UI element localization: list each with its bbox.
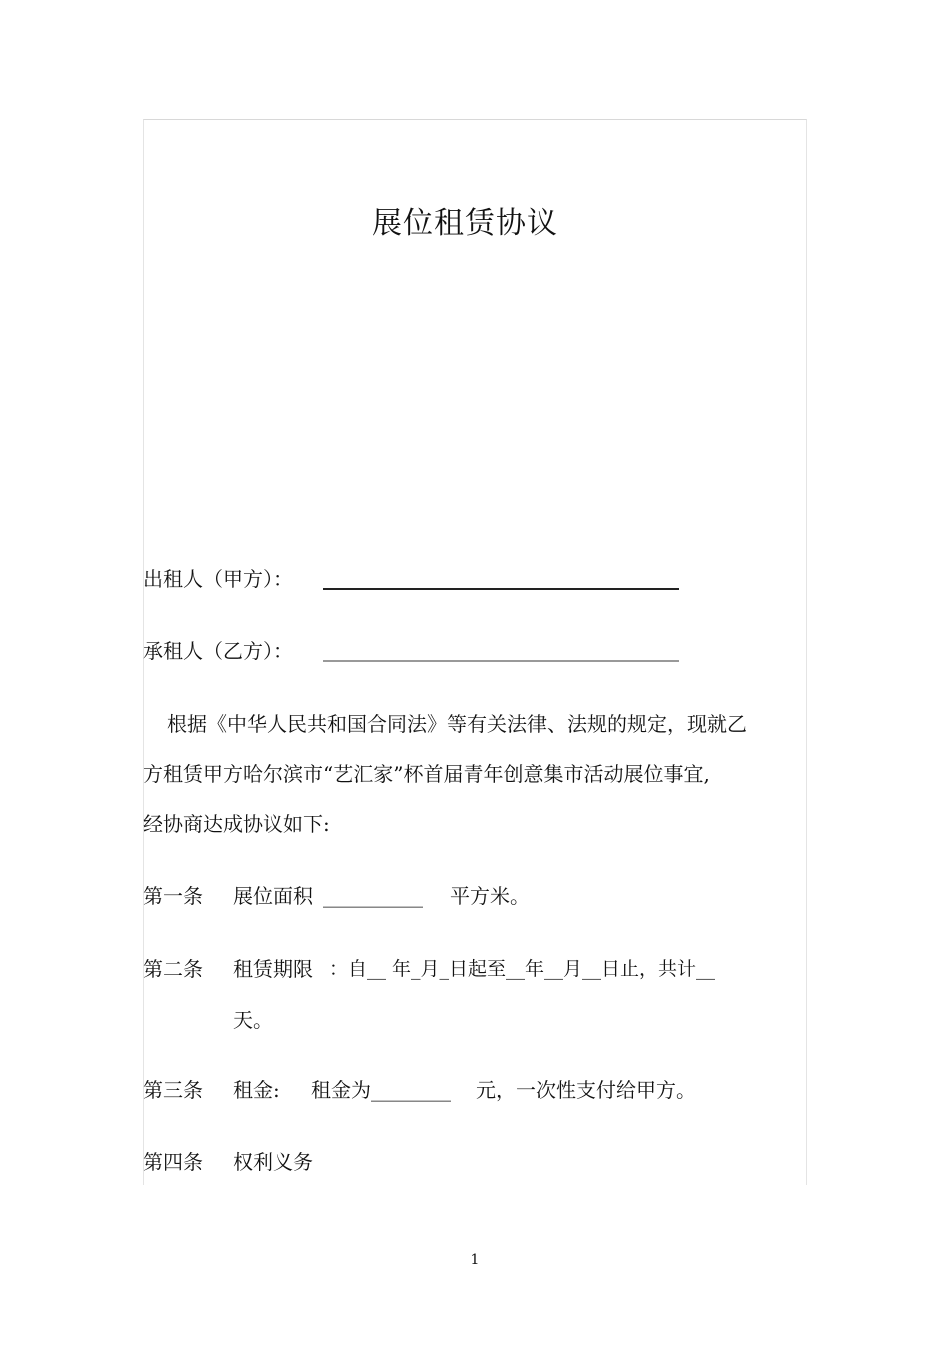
- article-3-heading: 租金:: [233, 1078, 280, 1102]
- lessor-signature-line: [323, 588, 679, 590]
- preamble-line-2: 方租赁甲方哈尔滨市“艺汇家”杯首届青年创意集市活动展位事宜,: [143, 762, 710, 786]
- article-2-number: 第二条: [143, 957, 203, 981]
- article-2-heading: 租赁期限: [233, 957, 313, 981]
- page-number: 1: [470, 1252, 480, 1268]
- article-1-blank: __________: [323, 884, 423, 908]
- article-2-continuation: 天。: [233, 1008, 273, 1032]
- preamble-line-1: 根据《中华人民共和国合同法》等有关法律、法规的规定，现就乙: [167, 712, 747, 736]
- lessee-label: 承租人（乙方）：: [143, 639, 293, 663]
- article-4-heading: 权利义务: [233, 1150, 313, 1174]
- article-3-number: 第三条: [143, 1078, 203, 1102]
- preamble-line-3: 经协商达成协议如下:: [143, 812, 330, 836]
- article-4-number: 第四条: [143, 1150, 203, 1174]
- article-2-text: ：自__ 年_月_日起至__年__月__日止，共计__: [329, 958, 716, 980]
- article-1-heading: 展位面积: [233, 884, 313, 908]
- lessor-label: 出租人（甲方）：: [143, 567, 293, 591]
- article-1-number: 第一条: [143, 884, 203, 908]
- article-3-text: 租金为________: [311, 1078, 451, 1102]
- article-1-suffix: 平方米。: [450, 884, 530, 908]
- article-3-suffix: 元，一次性支付给甲方。: [476, 1078, 696, 1102]
- document-title: 展位租赁协议: [372, 206, 558, 241]
- lessee-signature-line: [323, 660, 679, 662]
